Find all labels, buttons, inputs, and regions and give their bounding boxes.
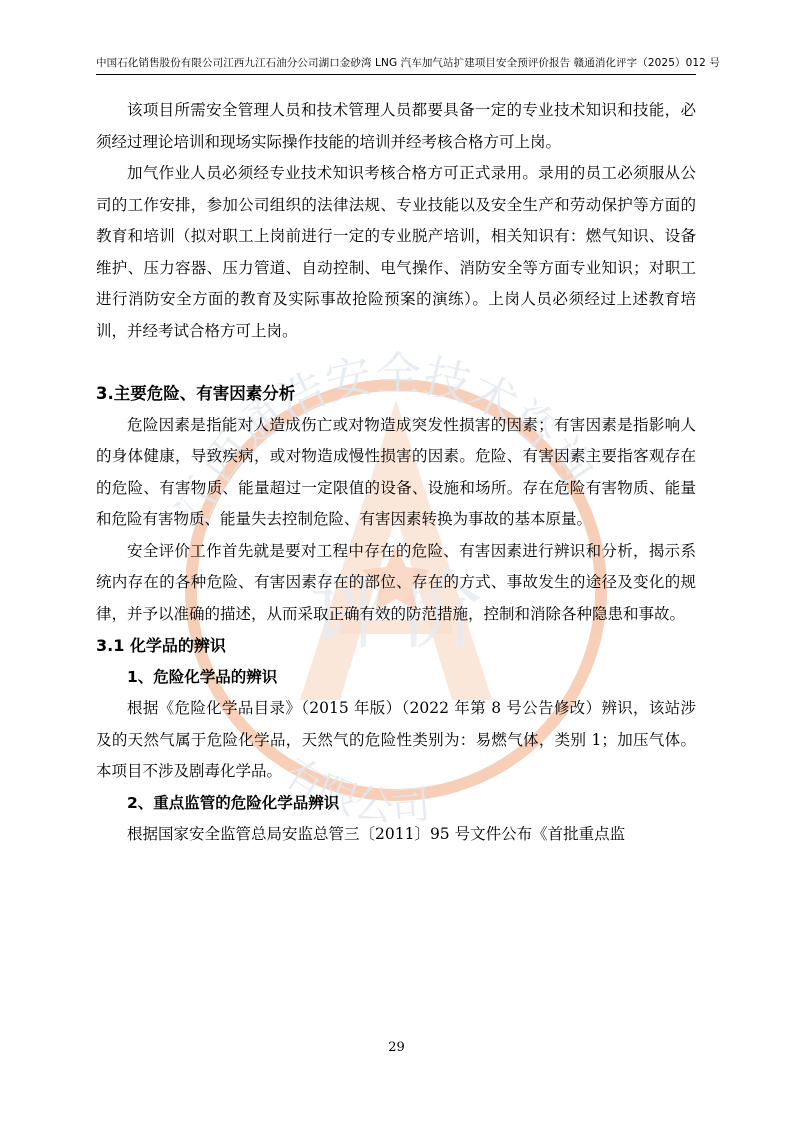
paragraph-6: 根据国家安全监管总局安监总管三〔2011〕95 号文件公布《首批重点监 [127,825,626,843]
paragraph-1: 该项目所需安全管理人员和技术管理人员都要具备一定的专业技术知识和技能，必须经过理论培训和现场实际操作技能的培训并经考核合格方可上岗。 [96,101,696,151]
paragraph-2: 加气作业人员必须经专业技术知识考核合格方可正式录用。录用的员工必须服从公司的工作安排，参加公司组织的法律法规、专业技能以及安全生产和劳动保护等方面的教育和培训（拟对职工上岗前进行一定的专业脱产培训，相关知识有：燃气知识、设备维护、压力容器、压力管道、自动控制、电气操作、消防安全等方面专业知识；对职工进行消防安全方面的教育及实际事故抢险预案的演练）。上岗人员必须经过上述教育培训，并经考试合格方可上岗。 [96,164,696,340]
document-body [96,95,696,851]
section-spacer [96,347,696,378]
header-divider [96,74,696,75]
page-header [96,55,720,75]
page-footer [0,1040,793,1055]
page-number: 29 [388,1040,405,1055]
paragraph-4: 安全评价工作首先就是要对工程中存在的危险、有害因素进行辨识和分析，揭示系统内存在的各种危险、有害因素存在的部位、存在的方式、事故发生的途径及变化的规律，并予以准确的描述，从而采取正确有效的防范措施，控制和消除各种隐患和事故。 [96,541,696,623]
paragraph-3: 危险因素是指能对人造成伤亡或对物造成突发性损害的因素；有害因素是指影响人的身体健康，导致疾病，或对物造成慢性损害的因素。危险、有害因素主要指客观存在的危险、有害物质、能量超过一定限值的设备、设施和场所。存在危险有害物质、能量和危险有害物质、能量失去控制危险、有害因素转换为事故的基本原量。 [96,415,696,528]
subsection-heading-1: 1、危险化学品的辨识 [127,667,278,686]
svg-text:评价: 评价 [310,561,482,661]
svg-text:江西通浩安全技术咨询: 江西通浩安全技术咨询 [165,346,605,533]
section-heading-3: 3.主要危险、有害因素分析 [96,384,296,403]
subsection-heading-2: 2、重点监管的危险化学品辨识 [127,793,340,812]
paragraph-5: 根据《危险化学品目录》（2015 年版）（2022 年第 8 号公告修改）辨识，该站涉及的天然气属于危险化学品，天然气的危险性类别为：易燃气体，类别 1；加压气体。本项目不涉及剧毒化学品。 [96,699,696,780]
section-heading-3-1: 3.1 化学品的辨识 [96,636,226,655]
svg-text:有限公司: 有限公司 [275,749,433,832]
header-text: 中国石化销售股份有限公司江西九江石油分公司湖口金砂湾 LNG 汽车加气站扩建项目安全预评价报告 赣通消化评字（2025）012 号 [96,57,720,69]
